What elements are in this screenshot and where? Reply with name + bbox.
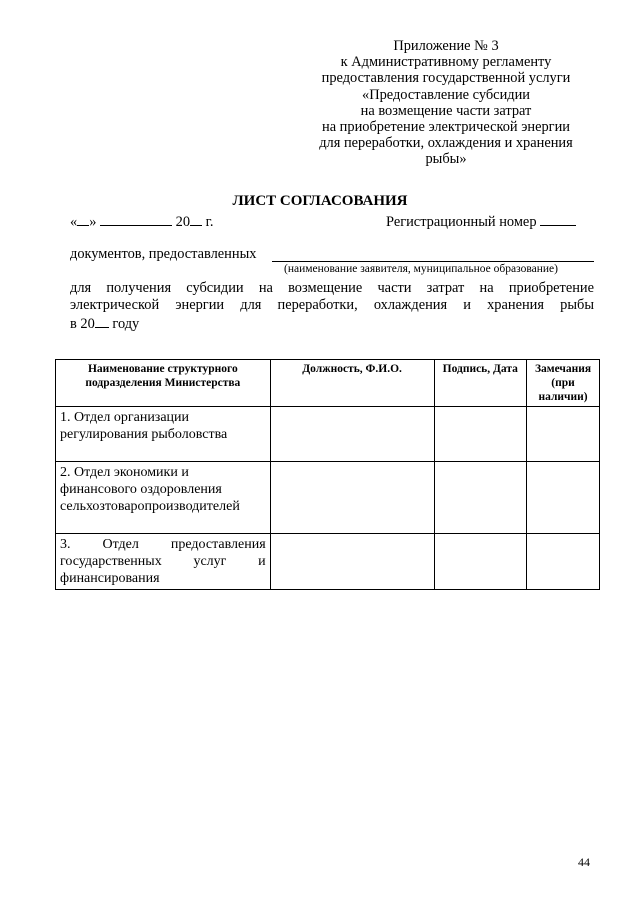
appendix-line: рыбы» <box>425 151 467 168</box>
documents-line <box>70 246 256 263</box>
year-prefix: 20 <box>175 214 191 230</box>
purpose-year-blank <box>95 314 109 328</box>
appendix-line: к Административному регламенту <box>340 54 552 71</box>
date-line <box>70 212 214 231</box>
table-row <box>56 534 600 590</box>
year-suffix: г. <box>205 214 214 230</box>
purpose-line-1: для получения субсидии на возмещение части затрат на приобретение <box>70 280 594 296</box>
appendix-line: «Предоставление субсидии <box>362 86 530 103</box>
approval-table <box>55 359 600 590</box>
documents-label: документов, предоставленных <box>70 246 257 262</box>
year-blank <box>190 212 202 226</box>
date-quote-open: « <box>70 214 78 230</box>
signature-cell[interactable] <box>434 407 527 462</box>
table-header-row <box>56 360 600 407</box>
purpose-line-3 <box>70 314 139 333</box>
position-cell[interactable] <box>270 534 434 590</box>
day-blank <box>77 212 89 226</box>
purpose-year-suffix: году <box>112 316 140 332</box>
date-quote-close: » <box>89 214 97 230</box>
applicant-blank <box>272 261 594 262</box>
signature-cell[interactable] <box>434 534 527 590</box>
appendix-line: на возмещение части затрат <box>360 102 532 119</box>
remarks-cell[interactable] <box>527 534 600 590</box>
registration-blank <box>540 212 576 226</box>
header-department: Наименование структурного подразделения Министерства <box>56 360 271 407</box>
registration-label: Регистрационный номер <box>386 214 537 230</box>
appendix-line: для переработки, охлаждения и хранения <box>319 135 573 152</box>
header-remarks: Замечания (при наличии) <box>527 360 600 407</box>
table-row <box>56 462 600 534</box>
month-blank <box>100 212 172 226</box>
department-cell: 3. Отдел предоставления государственных услуг и финансирования <box>56 534 271 590</box>
document-title: ЛИСТ СОГЛАСОВАНИЯ <box>232 193 408 209</box>
department-cell: 1. Отдел организации регулирования рыболовства <box>56 407 271 462</box>
signature-cell[interactable] <box>434 462 527 534</box>
registration-line <box>386 212 576 231</box>
remarks-cell[interactable] <box>527 407 600 462</box>
remarks-cell[interactable] <box>527 462 600 534</box>
header-position: Должность, Ф.И.О. <box>270 360 434 407</box>
table-row <box>56 407 600 462</box>
purpose-year-prefix: в 20 <box>70 316 95 332</box>
position-cell[interactable] <box>270 407 434 462</box>
applicant-hint: (наименование заявителя, муниципальное образование) <box>284 263 558 275</box>
appendix-line: Приложение № 3 <box>393 38 499 54</box>
header-signature: Подпись, Дата <box>434 360 527 407</box>
appendix-line: на приобретение электрической энергии <box>322 119 570 136</box>
page-number: 44 <box>578 855 590 869</box>
position-cell[interactable] <box>270 462 434 534</box>
appendix-line: предоставления государственной услуги <box>321 70 571 87</box>
department-cell: 2. Отдел экономики и финансового оздоровления сельхозтоваропроизводителей <box>56 462 271 534</box>
purpose-line-2: электрической энергии для переработки, охлаждения и хранения рыбы <box>70 297 594 313</box>
appendix-header <box>300 38 592 168</box>
